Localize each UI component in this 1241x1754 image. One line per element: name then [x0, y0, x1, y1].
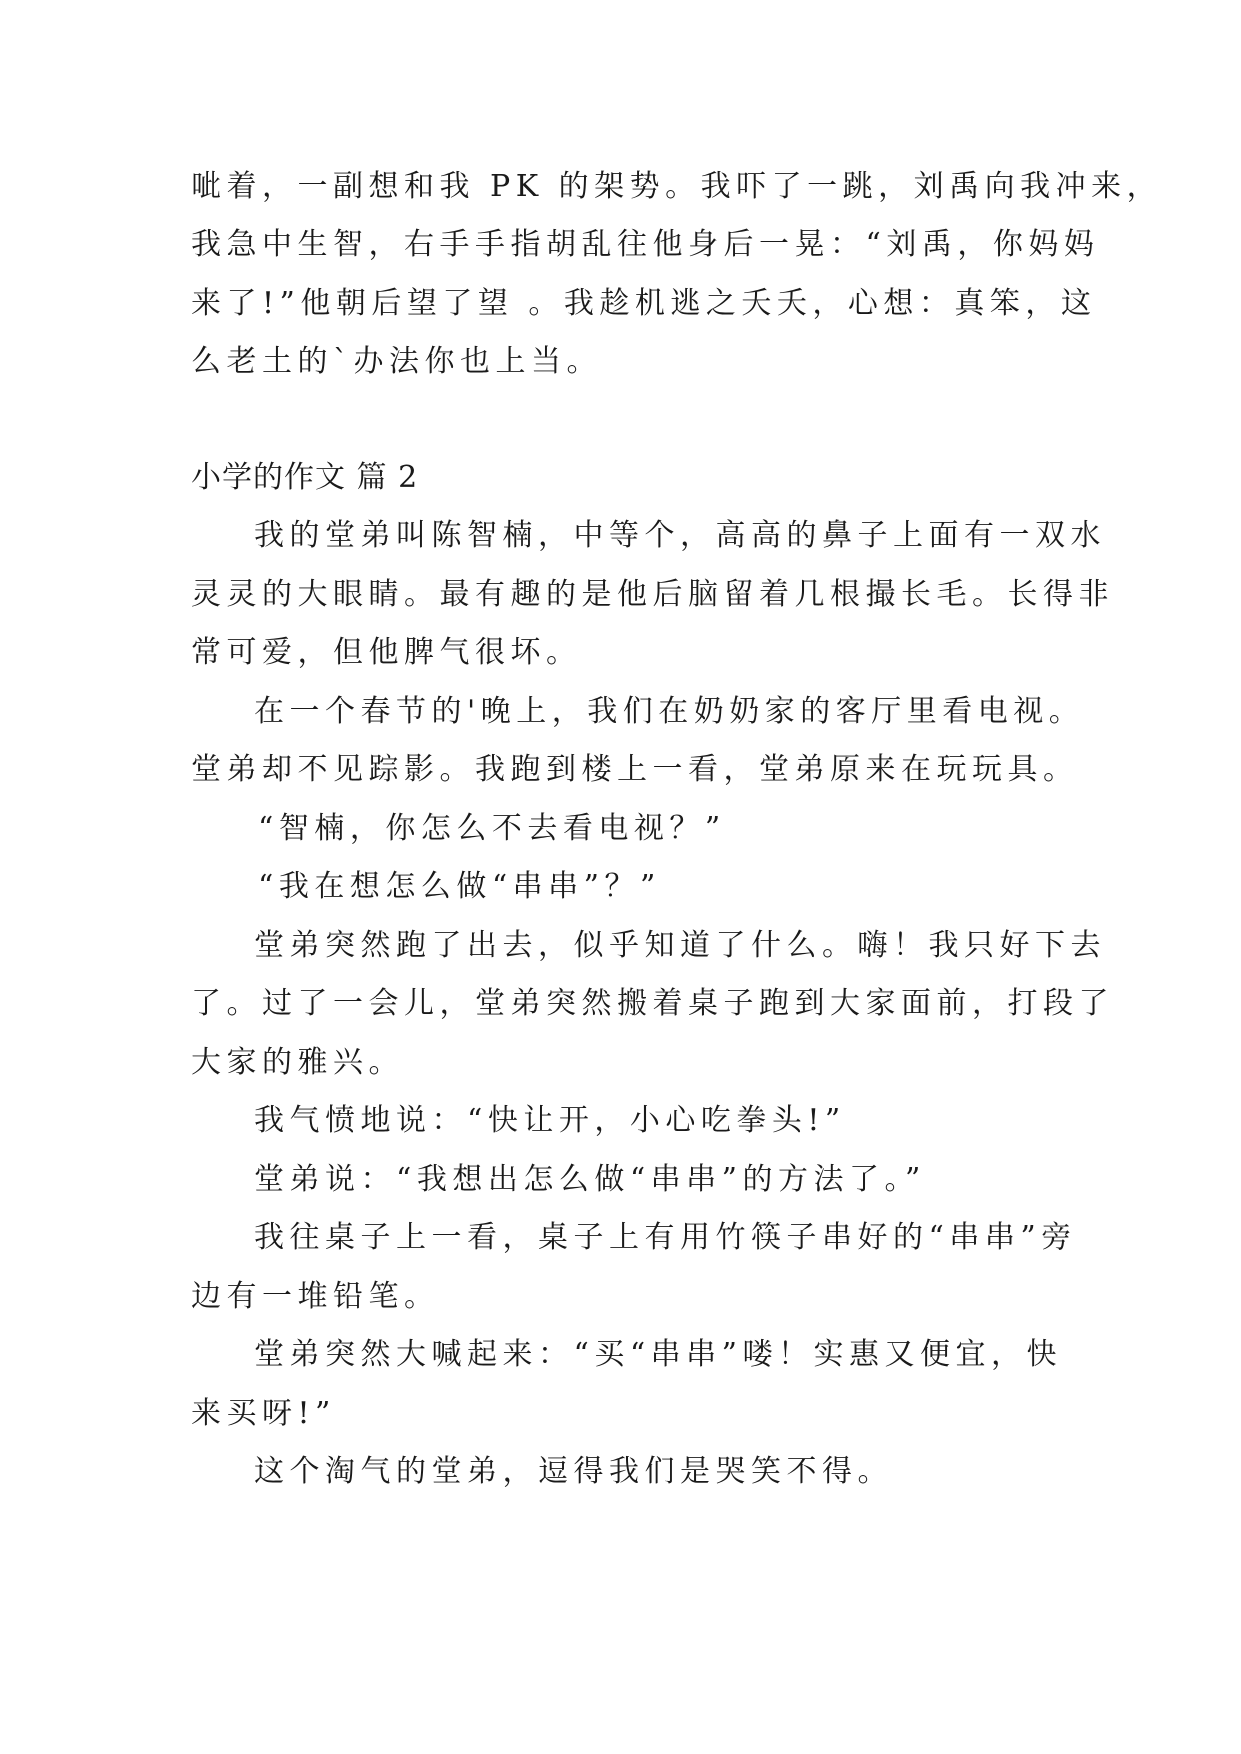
text-line: 来买呀!” [191, 1396, 336, 1431]
text-line: 我气愤地说：“快让开，小心吃拳头!” [254, 1103, 846, 1138]
text-line: 边有一堆铅笔。 [191, 1279, 440, 1314]
section-title: 小学的作文 篇 2 [191, 460, 419, 495]
text-line: 堂弟说：“我想出怎么做“串串”的方法了。” [254, 1162, 926, 1197]
text-line: 常可爱，但他脾气很坏。 [191, 635, 582, 670]
text-line: 么老土的`办法你也上当。 [191, 344, 602, 379]
text-line: 大家的雅兴。 [191, 1045, 404, 1080]
text-line: 堂弟突然大喊起来：“买“串串”喽！实惠又便宜，快 [254, 1337, 1063, 1372]
text-line: 堂弟突然跑了出去，似乎知道了什么。嗨！我只好下去 [254, 928, 1106, 963]
text-line: 我往桌子上一看，桌子上有用竹筷子串好的“串串”旁 [254, 1220, 1077, 1255]
text-line: 灵灵的大眼睛。最有趣的是他后脑留着几根撮长毛。长得非 [191, 577, 1114, 612]
text-line: “我在想怎么做“串串”？” [258, 869, 661, 904]
text-line: 堂弟却不见踪影。我跑到楼上一看，堂弟原来在玩玩具。 [191, 752, 1079, 787]
text-line: 这个淘气的堂弟，逗得我们是哭笑不得。 [254, 1454, 893, 1489]
text-line: 了。过了一会儿，堂弟突然搬着桌子跑到大家面前，打段了 [191, 986, 1114, 1021]
text-line: 呲着，一副想和我 PK 的架势。我吓了一跳，刘禹向我冲来， [191, 169, 1163, 204]
text-line: 来了!”他朝后望了望 。我趁机逃之夭夭，心想：真笨，这 [191, 286, 1097, 321]
text-line: 在一个春节的'晚上，我们在奶奶家的客厅里看电视。 [254, 694, 1085, 729]
text-line: 我急中生智，右手手指胡乱往他身后一晃：“刘禹，你妈妈 [191, 227, 1100, 262]
text-line: “智楠，你怎么不去看电视？” [258, 811, 726, 846]
text-line: 我的堂弟叫陈智楠，中等个，高高的鼻子上面有一双水 [254, 518, 1106, 553]
